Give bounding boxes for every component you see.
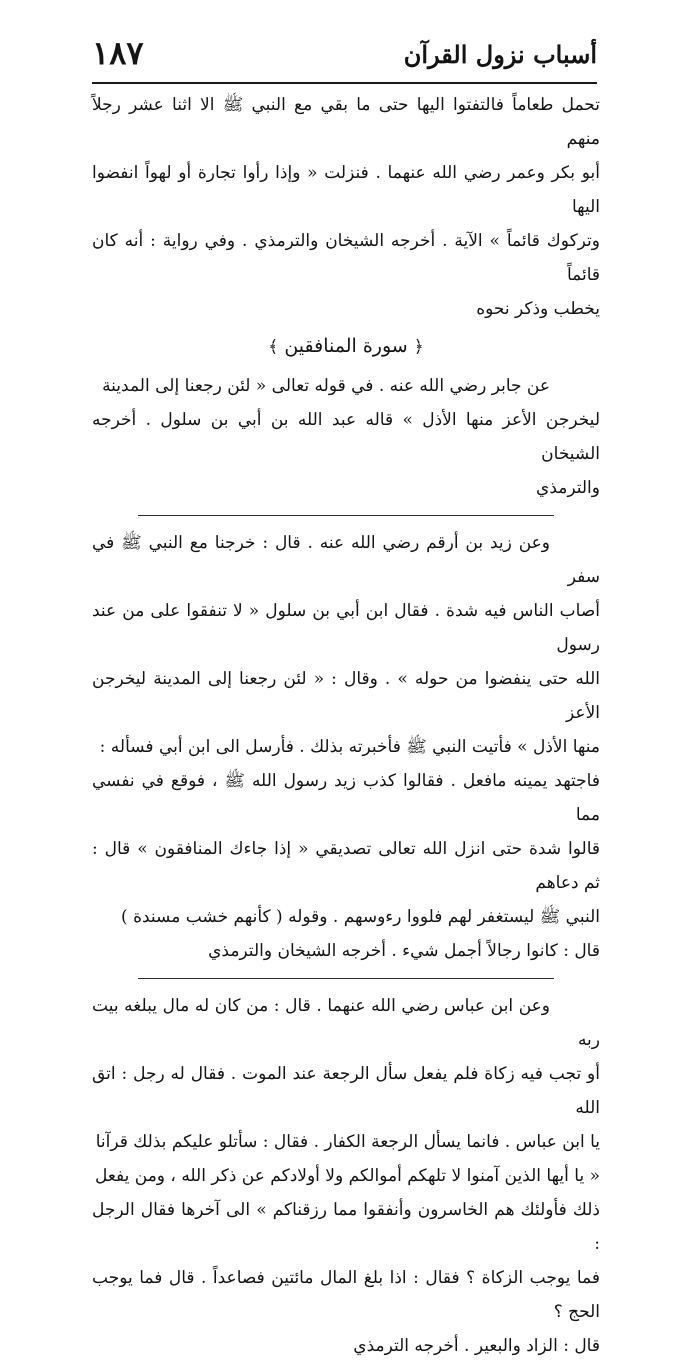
- text-line: فاجتهد يمينه مافعل . فقالوا كذب زيد رسول الله ﷺ ، فوقع في نفسي مما: [92, 771, 600, 825]
- text-line: أو تجب فيه زكاة فلم يفعل سأل الرجعة عند الموت . فقال له رجل : اتق الله: [92, 1064, 600, 1118]
- text-line: قالوا شدة حتى انزل الله تعالى تصديقي « إذا جاءك المنافقون » قال : ثم دعاهم: [92, 839, 600, 893]
- page-header: [92, 30, 597, 90]
- text-line: وعن زيد بن أرقم رضي الله عنه . قال : خرجنا مع النبي ﷺ في سفر: [92, 533, 600, 587]
- spacer: [92, 505, 600, 515]
- page-number: ١٨٧: [92, 34, 144, 72]
- text-line: وتركوك قائماً » الآية . أخرجه الشيخان والترمذي . وفي رواية : أنه كان قائماً: [92, 231, 600, 285]
- ibn-abbas-paragraph: [92, 989, 600, 1363]
- surah-title: سورة المنافقين: [284, 335, 408, 357]
- spacer: [92, 516, 600, 526]
- header-rule: [92, 82, 597, 84]
- heading-ornament-open: ﴿: [413, 337, 424, 357]
- surah-heading: [92, 328, 600, 365]
- text-line: النبي ﷺ ليستغفر لهم فلووا رءوسهم . وقوله ( كأنهم خشب مسندة ): [121, 907, 600, 927]
- text-line: قال : الزاد والبعير . أخرجه الترمذي: [353, 1336, 600, 1356]
- text-line: تحمل طعاماً فالتفتوا اليها حتى ما بقي مع النبي ﷺ الا اثنا عشر رجلاً منهم: [92, 95, 600, 149]
- text-line: يخطب وذكر نحوه: [476, 299, 600, 319]
- text-line: فما يوجب الزكاة ؟ فقال : اذا بلغ المال مائتين فصاعداً . قال فما يوجب الحج ؟: [92, 1268, 600, 1322]
- spacer: [92, 968, 600, 978]
- jabir-paragraph: [92, 369, 600, 505]
- text-line: أبو بكر وعمر رضي الله عنهما . فنزلت « وإذا رأوا تجارة أو لهواً انفضوا اليها: [92, 163, 600, 217]
- heading-ornament-close: ﴾: [268, 337, 279, 357]
- zaid-paragraph: [92, 526, 600, 968]
- text-line: الله حتى ينفضوا من حوله » . وقال : « لئن رجعنا إلى المدينة ليخرجن الأعز: [92, 669, 600, 723]
- running-title: أسباب نزول القرآن: [403, 40, 597, 69]
- text-line: « يا أيها الذين آمنوا لا تلهكم أموالكم ولا أولادكم عن ذكر الله ، ومن يفعل: [94, 1166, 600, 1186]
- text-line: وعن ابن عباس رضي الله عنهما . قال : من كان له مال يبلغه بيت ربه: [92, 996, 600, 1050]
- text-line: والترمذي: [536, 478, 600, 498]
- text-line: ليخرجن الأعز منها الأذل » قاله عبد الله بن أبي بن سلول . أخرجه الشيخان: [92, 410, 600, 464]
- text-line: قال : كانوا رجالاً أجمل شيء . أخرجه الشيخان والترمذي: [208, 941, 600, 961]
- text-line: منها الأذل » فأتيت النبي ﷺ فأخبرته بذلك . فأرسل الى ابن أبي فسأله :: [99, 737, 600, 757]
- intro-paragraph: [92, 88, 600, 326]
- text-line: أصاب الناس فيه شدة . فقال ابن أبي بن سلول « لا تنفقوا على من عند رسول: [92, 601, 600, 655]
- spacer: [92, 979, 600, 989]
- text-line: ذلك فأولئك هم الخاسرون وأنفقوا مما رزقناكم » الى آخرها فقال الرجل :: [92, 1200, 600, 1254]
- page-body: [92, 88, 600, 1363]
- text-line: يا ابن عباس . فانما يسأل الرجعة الكفار . فقال : سأتلو عليكم بذلك قرآنا: [95, 1132, 600, 1152]
- text-line: عن جابر رضي الله عنه . في قوله تعالى « لئن رجعنا إلى المدينة: [102, 376, 550, 396]
